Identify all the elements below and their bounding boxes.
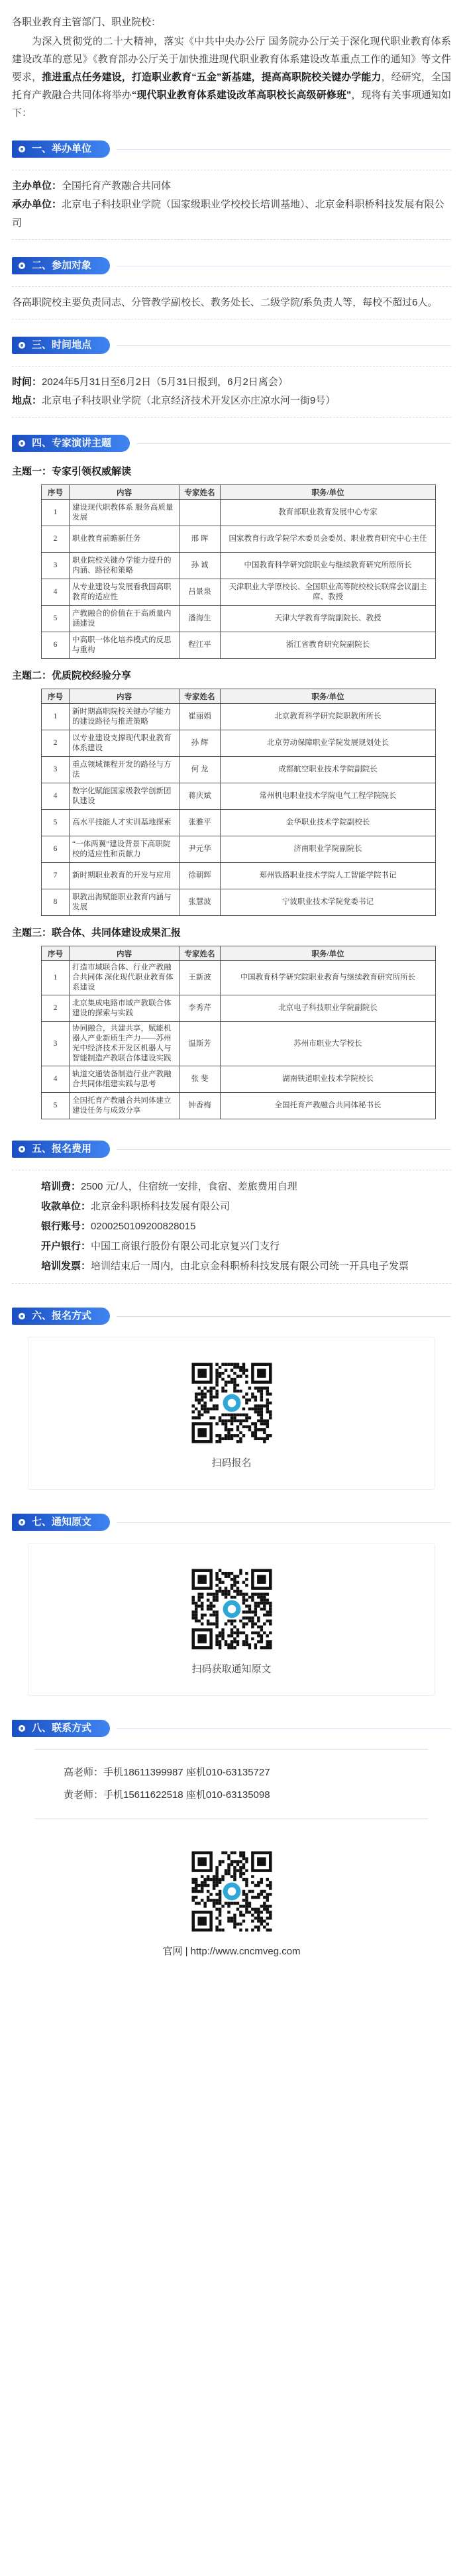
time-value: 2024年5月31日至6月2日（5月31日报到，6月2日离会）: [42, 376, 288, 388]
bullet-icon: [19, 146, 25, 152]
table-cell: 6: [42, 632, 70, 659]
table-cell: 重点领域课程开发的路径与方法: [70, 757, 180, 783]
section-header-participants: [12, 256, 451, 276]
intro: [12, 13, 451, 122]
payee-row: [41, 1197, 451, 1217]
table-cell: 何 龙: [180, 757, 221, 783]
table-cell: 蒋庆斌: [180, 783, 221, 810]
table-cell: 7: [42, 863, 70, 889]
table-cell: 邢 晖: [180, 526, 221, 553]
place-value: 北京电子科技职业学院（北京经济技术开发区亦庄凉水河一街9号）: [42, 395, 336, 406]
table-cell: 中高职一体化培养模式的反思与重构: [70, 632, 180, 659]
topic-title: 主题三：联合体、共同体建设成果汇报: [12, 927, 181, 938]
section-title: 三、时间地点: [32, 339, 92, 351]
table-cell: 数字化赋能国家级教学创新团队建设: [70, 783, 180, 810]
bullet-icon: [19, 440, 25, 447]
column-header: 序号: [42, 946, 70, 961]
divider: [117, 1316, 451, 1317]
intro-text-b: 推进重点任务建设，打造职业教育“五金”新基建，提高高职院校关键办学能力: [42, 72, 382, 83]
table-cell: 新时期职业教育的开发与应用: [70, 863, 180, 889]
signup-qr-box: [28, 1337, 435, 1490]
table-cell: 孙 辉: [180, 730, 221, 757]
table-row: [42, 783, 436, 810]
host-row: [12, 177, 451, 196]
table-cell: 李秀芹: [180, 995, 221, 1022]
bullet-icon: [19, 1725, 25, 1732]
section-badge: [12, 257, 110, 274]
divider: [117, 1522, 451, 1523]
contact-gao: 高老师：手机18611399987 座机010-63135727: [64, 1767, 270, 1778]
table-cell: 产教融合的价值在于高质量内涵建设: [70, 606, 180, 632]
contact-block: [34, 1749, 429, 1819]
table-cell: 建设现代职教体系 服务高质量发展: [70, 500, 180, 526]
column-header: 专家姓名: [180, 946, 221, 961]
table-cell: 崔丽娟: [180, 704, 221, 730]
table-cell: 钟香梅: [180, 1093, 221, 1119]
table-row: [42, 836, 436, 863]
table-cell: 高水平技能人才实训基地探索: [70, 810, 180, 836]
section-header-topics: [12, 433, 451, 453]
column-header: 职务/单位: [221, 689, 436, 704]
section-header-notice: [12, 1512, 451, 1532]
column-header: 职务/单位: [221, 485, 436, 500]
table-row: [42, 606, 436, 632]
table-row: [42, 579, 436, 606]
column-header: 专家姓名: [180, 689, 221, 704]
table-cell: 北京集成电路市域产教联合体建设的探索与实践: [70, 995, 180, 1022]
section-title: 五、报名费用: [32, 1143, 92, 1154]
undertake-label: 承办单位：: [12, 199, 62, 210]
table-cell: 4: [42, 1066, 70, 1093]
section-header-fees: [12, 1139, 451, 1159]
official-qr-code-icon[interactable]: [189, 1848, 275, 1934]
section-header-time-place: [12, 335, 451, 355]
table-cell: 职业教育前瞻新任务: [70, 526, 180, 553]
intro-text-d: “现代职业教育体系建设改革高职校长高级研修班”: [131, 89, 352, 101]
table-cell: 济南职业学院副院长: [221, 836, 436, 863]
table-cell: 教育部职业教育发展中心专家: [221, 500, 436, 526]
table-cell: 职业院校关键办学能力提升的内涵、路径和策略: [70, 553, 180, 579]
table-cell: 从专业建设与发展看我国高职教育的适应性: [70, 579, 180, 606]
section-header-signup: [12, 1306, 451, 1326]
official-site[interactable]: 官网 | http://www.cncmveg.com: [162, 1946, 301, 1957]
signup-caption: 扫码报名: [211, 1457, 252, 1469]
table-cell: 宁波职业技术学院党委书记: [221, 889, 436, 916]
greeting: 各职业教育主管部门、职业院校：: [12, 17, 162, 28]
table-cell: 2: [42, 730, 70, 757]
section-title: 八、联系方式: [32, 1722, 92, 1734]
account-label: 银行账号：: [41, 1221, 91, 1232]
section-title: 四、专家演讲主题: [32, 437, 112, 449]
bank-row: [41, 1237, 451, 1257]
table-cell: 5: [42, 1093, 70, 1119]
bullet-icon: [19, 1146, 25, 1152]
fee-value: 2500 元/人，住宿统一安排，食宿、差旅费用自理: [81, 1181, 297, 1192]
signup-qr-code-icon[interactable]: [189, 1360, 275, 1446]
bullet-icon: [19, 342, 25, 349]
table-cell: 5: [42, 810, 70, 836]
section-title: 二、参加对象: [32, 260, 92, 271]
table-cell: 以专业建设支撑现代职业教育体系建设: [70, 730, 180, 757]
table-cell: 全国托育产教融合共同体秘书长: [221, 1093, 436, 1119]
table-row: [42, 730, 436, 757]
time-row: [12, 373, 451, 392]
table-cell: 孙 诚: [180, 553, 221, 579]
table-cell: 苏州市职业大学校长: [221, 1022, 436, 1066]
section-badge: [12, 435, 130, 452]
table-row: [42, 1093, 436, 1119]
table-cell: 全国托育产教融合共同体建立建设任务与成效分享: [70, 1093, 180, 1119]
divider: [117, 345, 451, 346]
place-row: [12, 392, 451, 410]
payee-label: 收款单位：: [41, 1201, 91, 1212]
bank-value: 中国工商银行股份有限公司北京复兴门支行: [91, 1241, 280, 1252]
table-cell: 天津职业大学原校长、全国职业高等院校校长联席会议副主席、教授: [221, 579, 436, 606]
table-cell: 天津大学教育学院副院长、教授: [221, 606, 436, 632]
table-header-row: [42, 946, 436, 961]
table-cell: 北京教育科学研究院职教所所长: [221, 704, 436, 730]
contact-list: [34, 1758, 429, 1811]
table-cell: [180, 500, 221, 526]
fee-row: [41, 1177, 451, 1197]
divider: [117, 1728, 451, 1729]
topic-title: 主题二：优质院校经验分享: [12, 670, 132, 681]
host-value: 全国托育产教融合共同体: [62, 180, 172, 192]
table-cell: 中国教育科学研究院职业教育与继续教育研究所所长: [221, 961, 436, 995]
table-cell: 吕景泉: [180, 579, 221, 606]
section-title: 七、通知原文: [32, 1516, 92, 1528]
account-value: 0200250109200828015: [91, 1221, 196, 1232]
divider: [136, 443, 451, 444]
section-header-organizers: [12, 139, 451, 159]
place-label: 地点：: [12, 395, 42, 406]
table-row: [42, 500, 436, 526]
table-cell: 5: [42, 606, 70, 632]
table-cell: 职教出海赋能职业教育内涵与发展: [70, 889, 180, 916]
column-header: 内容: [70, 946, 180, 961]
invoice-label: 培训发票：: [41, 1260, 91, 1272]
table-cell: 温斯芳: [180, 1022, 221, 1066]
table-cell: 3: [42, 553, 70, 579]
table-cell: 协同融合，共建共享，赋能机器人产业新质生产力——苏州光中经济技术开发区机器人与智能制造产教联合体建设实践: [70, 1022, 180, 1066]
table-row: [42, 1022, 436, 1066]
invoice-row: [41, 1257, 451, 1276]
intro-paragraph: [12, 32, 451, 122]
table-cell: 浙江省教育研究院副院长: [221, 632, 436, 659]
table-row: [42, 863, 436, 889]
table-cell: 1: [42, 961, 70, 995]
speaker-table: [41, 689, 436, 916]
divider: [117, 1149, 451, 1150]
table-cell: 3: [42, 1022, 70, 1066]
participants-block: [12, 286, 451, 319]
topics-container: [12, 464, 451, 1119]
speaker-table: [41, 484, 436, 659]
notice-qr-box: [28, 1543, 435, 1696]
table-row: [42, 961, 436, 995]
section-title: 一、举办单位: [32, 143, 92, 154]
bullet-icon: [19, 1519, 25, 1526]
column-header: 内容: [70, 485, 180, 500]
section-badge: [12, 1720, 110, 1737]
table-cell: 郑州铁路职业技术学院人工智能学院书记: [221, 863, 436, 889]
section-badge: [12, 1141, 110, 1158]
column-header: 序号: [42, 485, 70, 500]
table-cell: 轨道交通装备制造行业产教融合共同体组建实践与思考: [70, 1066, 180, 1093]
section-header-contact: [12, 1718, 451, 1738]
divider: [117, 149, 451, 150]
table-row: [42, 889, 436, 916]
bullet-icon: [19, 262, 25, 269]
table-cell: 北京电子科技职业学院副院长: [221, 995, 436, 1022]
section-badge: [12, 140, 110, 158]
time-label: 时间：: [12, 376, 42, 388]
table-header-row: [42, 689, 436, 704]
table-row: [42, 757, 436, 783]
table-header-row: [42, 485, 436, 500]
table-cell: 徐朝辉: [180, 863, 221, 889]
table-cell: 2: [42, 995, 70, 1022]
table-cell: 2: [42, 526, 70, 553]
undertake-value: 北京电子科技职业学院（国家级职业学校校长培训基地）、北京金科职桥科技发展有限公司: [12, 199, 444, 229]
fee-label: 培训费：: [41, 1181, 81, 1192]
table-cell: 尹元华: [180, 836, 221, 863]
time-place-block: [12, 366, 451, 418]
table-row: [42, 1066, 436, 1093]
invoice-value: 培训结束后一周内，由北京金科职桥科技发展有限公司统一开具电子发票: [91, 1260, 409, 1272]
table-row: [42, 995, 436, 1022]
table-cell: 8: [42, 889, 70, 916]
table-cell: 1: [42, 704, 70, 730]
table-row: [42, 704, 436, 730]
intro-text-e: ，现将有关事项通知如下：: [12, 89, 451, 119]
table-cell: 4: [42, 783, 70, 810]
notice-qr-code-icon[interactable]: [189, 1566, 275, 1652]
table-row: [42, 810, 436, 836]
table-cell: 张慧波: [180, 889, 221, 916]
account-row: [41, 1217, 451, 1237]
table-cell: 打造市域联合体、行业产教融合共同体 深化现代职业教育体系建设: [70, 961, 180, 995]
section-title: 六、报名方式: [32, 1310, 92, 1321]
table-cell: 北京劳动保障职业学院发展规划处长: [221, 730, 436, 757]
section-badge: [12, 1308, 110, 1325]
intro-text-a: 为深入贯彻党的二十大精神，落实《中共中央办公厅 国务院办公厅关于深化现代职业教育体系建设改革的意见》《教育部办公厅关于加快推进现代职业教育体系建设改革重点工作的通知》等文件要求，: [12, 36, 451, 83]
table-cell: 王新波: [180, 961, 221, 995]
topic-title: 主题一：专家引领权威解读: [12, 466, 132, 477]
column-header: 专家姓名: [180, 485, 221, 500]
column-header: 内容: [70, 689, 180, 704]
speaker-table: [41, 946, 436, 1119]
table-row: [42, 526, 436, 553]
table-row: [42, 553, 436, 579]
undertake-row: [12, 196, 451, 233]
table-cell: 常州机电职业技术学院电气工程学院院长: [221, 783, 436, 810]
payee-value: 北京金科职桥科技发展有限公司: [91, 1201, 231, 1212]
table-cell: 程江平: [180, 632, 221, 659]
table-cell: 国家教育行政学院学术委员会委员、职业教育研究中心主任: [221, 526, 436, 553]
contact-huang: 黄老师：手机15611622518 座机010-63135098: [64, 1789, 270, 1801]
organizers-block: [12, 170, 451, 240]
column-header: 序号: [42, 689, 70, 704]
column-header: 职务/单位: [221, 946, 436, 961]
table-cell: 成都航空职业技术学院副院长: [221, 757, 436, 783]
section-badge: [12, 337, 110, 354]
bullet-icon: [19, 1313, 25, 1319]
intro-text-c: ，经研究，全国托育产教融合共同体将举办: [12, 72, 451, 101]
table-cell: 湖南铁道职业技术学院校长: [221, 1066, 436, 1093]
fees-block: [12, 1170, 451, 1284]
table-cell: 4: [42, 579, 70, 606]
table-cell: 1: [42, 500, 70, 526]
official-qr-wrap: [12, 1848, 451, 1934]
table-cell: 张 斐: [180, 1066, 221, 1093]
table-cell: 金华职业技术学院副校长: [221, 810, 436, 836]
table-cell: 中国教育科学研究院职业与继续教育研究所原所长: [221, 553, 436, 579]
host-label: 主办单位：: [12, 180, 62, 192]
table-cell: 潘海生: [180, 606, 221, 632]
table-cell: 3: [42, 757, 70, 783]
bank-label: 开户银行：: [41, 1241, 91, 1252]
notice-caption: 扫码获取通知原文: [191, 1663, 272, 1675]
table-cell: 新时期高职院校关键办学能力的建设路径与推进策略: [70, 704, 180, 730]
table-row: [42, 632, 436, 659]
table-cell: 张雅平: [180, 810, 221, 836]
table-cell: “一体两翼”建设背景下高职院校的适应性和贡献力: [70, 836, 180, 863]
section-badge: [12, 1514, 110, 1531]
participants-text: 各高职院校主要负责同志、分管教学副校长、教务处长、二级学院/系负责人等，每校不超过6人。: [12, 297, 438, 308]
table-cell: 6: [42, 836, 70, 863]
